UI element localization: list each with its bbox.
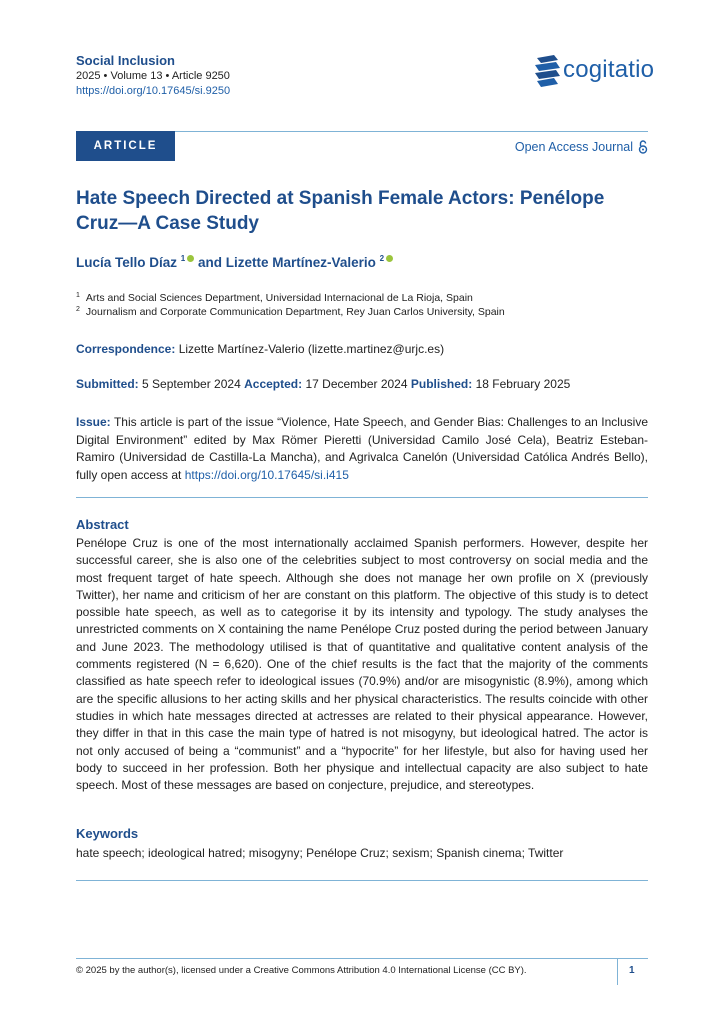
affiliation-number: 1 (76, 292, 80, 299)
affiliation-marker: 2 (379, 254, 385, 263)
page-number: 1 (629, 965, 635, 976)
correspondence (76, 342, 444, 356)
affiliation (76, 306, 505, 318)
article-type-badge: ARTICLE (76, 131, 175, 161)
footer-rule (76, 958, 648, 959)
article-doi-link[interactable]: https://doi.org/10.17645/si.9250 (76, 85, 231, 97)
open-access-text: Open Access Journal (514, 140, 633, 154)
issue-note (76, 414, 648, 484)
publication-dates (76, 377, 570, 391)
article-number: Article 9250 (171, 70, 230, 82)
affiliation-marker: 1 (180, 254, 186, 263)
keywords-body: hate speech; ideological hatred; misogyny; Penélope Cruz; sexism; Spanish cinema; Twitter (76, 846, 564, 860)
correspondence-value: Lizette Martínez-Valerio (lizette.martinez@urjc.es) (178, 342, 445, 356)
open-access-lock-icon (638, 140, 648, 154)
issue-text: This article is part of the issue “Violence, Hate Speech, and Gender Bias: Challenges to an Inclusive Digital Environment” edited by Max Römer Pieretti (Universidad Camilo José Cela), Beatriz Esteban-Ramiro (Universidad de Castilla-La Mancha), and Agrivalca Canelón (Universidad Católica Andrés Bello), fully open access at (76, 415, 648, 482)
submitted-label: Submitted: (76, 377, 139, 391)
submitted-date: 5 September 2024 (142, 377, 241, 391)
issue-doi-link[interactable]: https://doi.org/10.17645/si.i415 (184, 467, 349, 482)
affiliation-text: Journalism and Corporate Communication Department, Rey Juan Carlos University, Spain (85, 306, 505, 318)
orcid-icon[interactable] (187, 255, 194, 262)
orcid-icon[interactable] (386, 255, 393, 262)
author-name: Lizette Martínez-Valerio (225, 255, 376, 270)
article-title: Hate Speech Directed at Spanish Female Actors: Penélope Cruz—A Case Study (76, 188, 605, 234)
section-rule (76, 497, 648, 498)
affiliation-number: 2 (76, 306, 80, 313)
correspondence-label: Correspondence: (76, 342, 176, 356)
author-conjunction: and (198, 255, 223, 270)
author-name: Lucía Tello Díaz (76, 255, 178, 270)
issue-label: Issue: (76, 415, 111, 429)
separator: • (165, 70, 170, 82)
logo-wordmark: cogitatio (563, 56, 655, 83)
footer-divider (617, 959, 618, 985)
separator: • (103, 70, 108, 82)
keywords-heading: Keywords (76, 826, 139, 841)
affiliation-text: Arts and Social Sciences Department, Universidad Internacional de La Rioja, Spain (85, 292, 473, 304)
published-label: Published: (410, 377, 473, 391)
published-date: 18 February 2025 (475, 377, 571, 391)
author-list (76, 254, 393, 270)
journal-name: Social Inclusion (76, 53, 175, 68)
section-rule (76, 880, 648, 881)
abstract-body: Penélope Cruz is one of the most internationally acclaimed Spanish performers. However, despite her successful career, she is also one of the celebrities subject to most controversy on social media and the most frequent target of hate speech. Although she does not manage her own profile on X (previously Twitter), her name and criticism of her are constant on this platform. The objective of this study is to detect possible hate speech, as well as to categorise it by its intensity and typology. The study analyses the unrestricted comments on X containing the name Penélope Cruz posted during the period between January and June 2023. The methodology utilised is that of quantitative and qualitative content analysis of the comments registered (N = 6,620). One of the chief results is the fact that the majority of the comments classified as hate speech refer to ideological issues (70.9%) and/or are misogynistic (8.9%), among which are the specific allusions to her acting skills and her physical characteristics. The results coincide with other studies in which hate messages directed at actresses are related to their physical appearance. However, they differ in that in this case the main type of hatred is not misogyny, but ideological hatred. The actor is not only accused of being a “communist” and a “hypocrite” for her lifestyle, but also for having used her body to succeed in her profession. Both her physique and intellectual capacity are also subject to hate speech. Most of these messages are based on conjecture, prejudice, and stereotypes. (76, 536, 648, 793)
accepted-date: 17 December 2024 (305, 377, 408, 391)
cogitatio-logo-icon (534, 54, 562, 92)
license-notice: © 2025 by the author(s), licensed under a Creative Commons Attribution 4.0 International License (CC BY). (76, 965, 527, 976)
volume: Volume 13 (110, 70, 163, 82)
abstract-heading: Abstract (76, 517, 129, 532)
volume-line (76, 70, 230, 82)
affiliation (76, 292, 473, 304)
accepted-label: Accepted: (244, 377, 303, 391)
year: 2025 (76, 70, 101, 82)
open-access-label (515, 140, 648, 154)
